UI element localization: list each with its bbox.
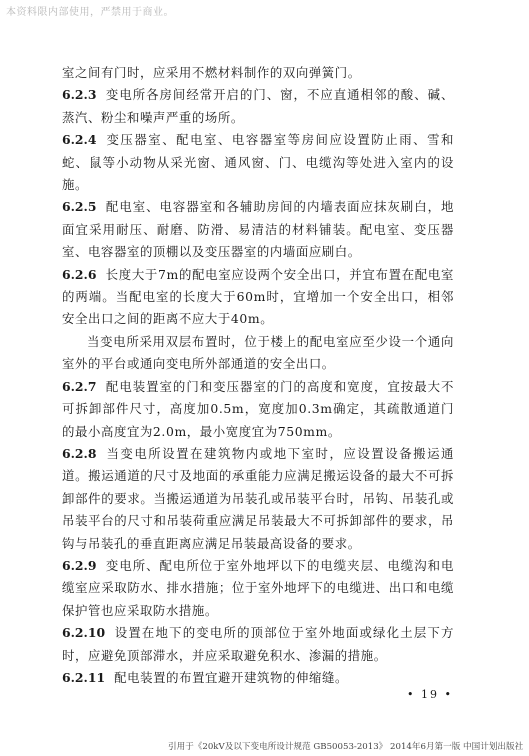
clause-text: 长度大于7m的配电室应设两个安全出口，并宜布置在配电室的两端。当配电室的长度大于60m时，宜增加一个安全出口，相邻安全出口之间的距离不应大于40m。 xyxy=(62,266,454,327)
clause-6-2-8 xyxy=(62,443,454,555)
clause-text: 变电所各房间经常开启的门、窗，不应直通相邻的酸、碱、蒸汽、粉尘和噪声严重的场所。 xyxy=(62,87,454,125)
clause-number: 6.2.5 xyxy=(62,199,97,215)
clause-text: 配电装置室的门和变压器室的门的高度和宽度，宜按最大不可拆卸部件尺寸，高度加0.5m，宽度加0.3m确定，其疏散通道门的最小高度宜为2.0m，最小宽度宜为750mm。 xyxy=(62,378,454,439)
clause-text: 设置在地下的变电所的顶部位于室外地面或绿化土层下方时，应避免顶部滞水，并应采取避免积水、渗漏的措施。 xyxy=(62,625,454,663)
citation-footer: 引用于《20kV及以下变电所设计规范 GB50053-2013》 2014年6月第一版 中国计划出版社 xyxy=(168,742,524,752)
clause-6-2-7 xyxy=(62,376,454,443)
clause-6-2-6 xyxy=(62,264,454,331)
clause-number: 6.2.6 xyxy=(62,266,97,282)
clause-text: 配电装置的布置宜避开建筑物的伸缩缝。 xyxy=(114,669,348,685)
clause-6-2-11 xyxy=(62,667,454,689)
clause-number: 6.2.7 xyxy=(62,378,97,394)
clause-number: 6.2.10 xyxy=(62,625,106,641)
clause-number: 6.2.3 xyxy=(62,87,97,103)
clause-6-2-3 xyxy=(62,84,454,129)
clause-text: 当变电所采用双层布置时，位于楼上的配电室应至少设一个通向室外的平台或通向变电所外部通道的安全出口。 xyxy=(62,333,454,372)
clause-text: 当变电所设置在建筑物内或地下室时，应设置设备搬运通道。搬运通道的尺寸及地面的承重能力应满足搬运设备的最大不可拆卸部件的要求。当搬运通道为吊装孔或吊装平台时，吊钩、吊装孔或吊装平台的尺寸和吊装荷重应满足吊装最大不可拆卸部件的要求，吊钩与吊装孔的垂直距离应满足吊装最高设备的要求。 xyxy=(62,445,454,551)
clause-text: 变电所、配电所位于室外地坪以下的电缆夹层、电缆沟和电缆室应采取防水、排水措施；位于室外地坪下的电缆进、出口和电缆保护管也应采取防水措施。 xyxy=(62,557,454,618)
clause-6-2-5 xyxy=(62,196,454,263)
watermark-text: 本资料限内部使用，严禁用于商业。 xyxy=(6,7,174,18)
page-number: • 19 • xyxy=(407,688,453,701)
clause-number: 6.2.11 xyxy=(62,669,106,685)
clause-number: 6.2.4 xyxy=(62,132,97,148)
clause-6-2-10 xyxy=(62,622,454,667)
clause-6-2-6-continued xyxy=(62,331,454,376)
clause-text: 配电室、电容器室和各辅助房间的内墙表面应抹灰刷白，地面宜采用耐压、耐磨、防滑、易清洁的材料铺装。配电室、变压器室、电容器室的顶棚以及变压器室的内墙面应刷白。 xyxy=(62,199,454,260)
paragraph-continuation: 室之间有门时，应采用不燃材料制作的双向弹簧门。 xyxy=(62,65,361,80)
clause-6-2-4 xyxy=(62,129,454,196)
page-body xyxy=(62,62,454,689)
clause-text: 变压器室、配电室、电容器室等房间应设置防止雨、雪和蛇、鼠等小动物从采光窗、通风窗、门、电缆沟等处进入室内的设施。 xyxy=(62,132,454,193)
clause-number: 6.2.9 xyxy=(62,557,97,573)
clause-number: 6.2.8 xyxy=(62,445,97,461)
clause-6-2-9 xyxy=(62,555,454,622)
